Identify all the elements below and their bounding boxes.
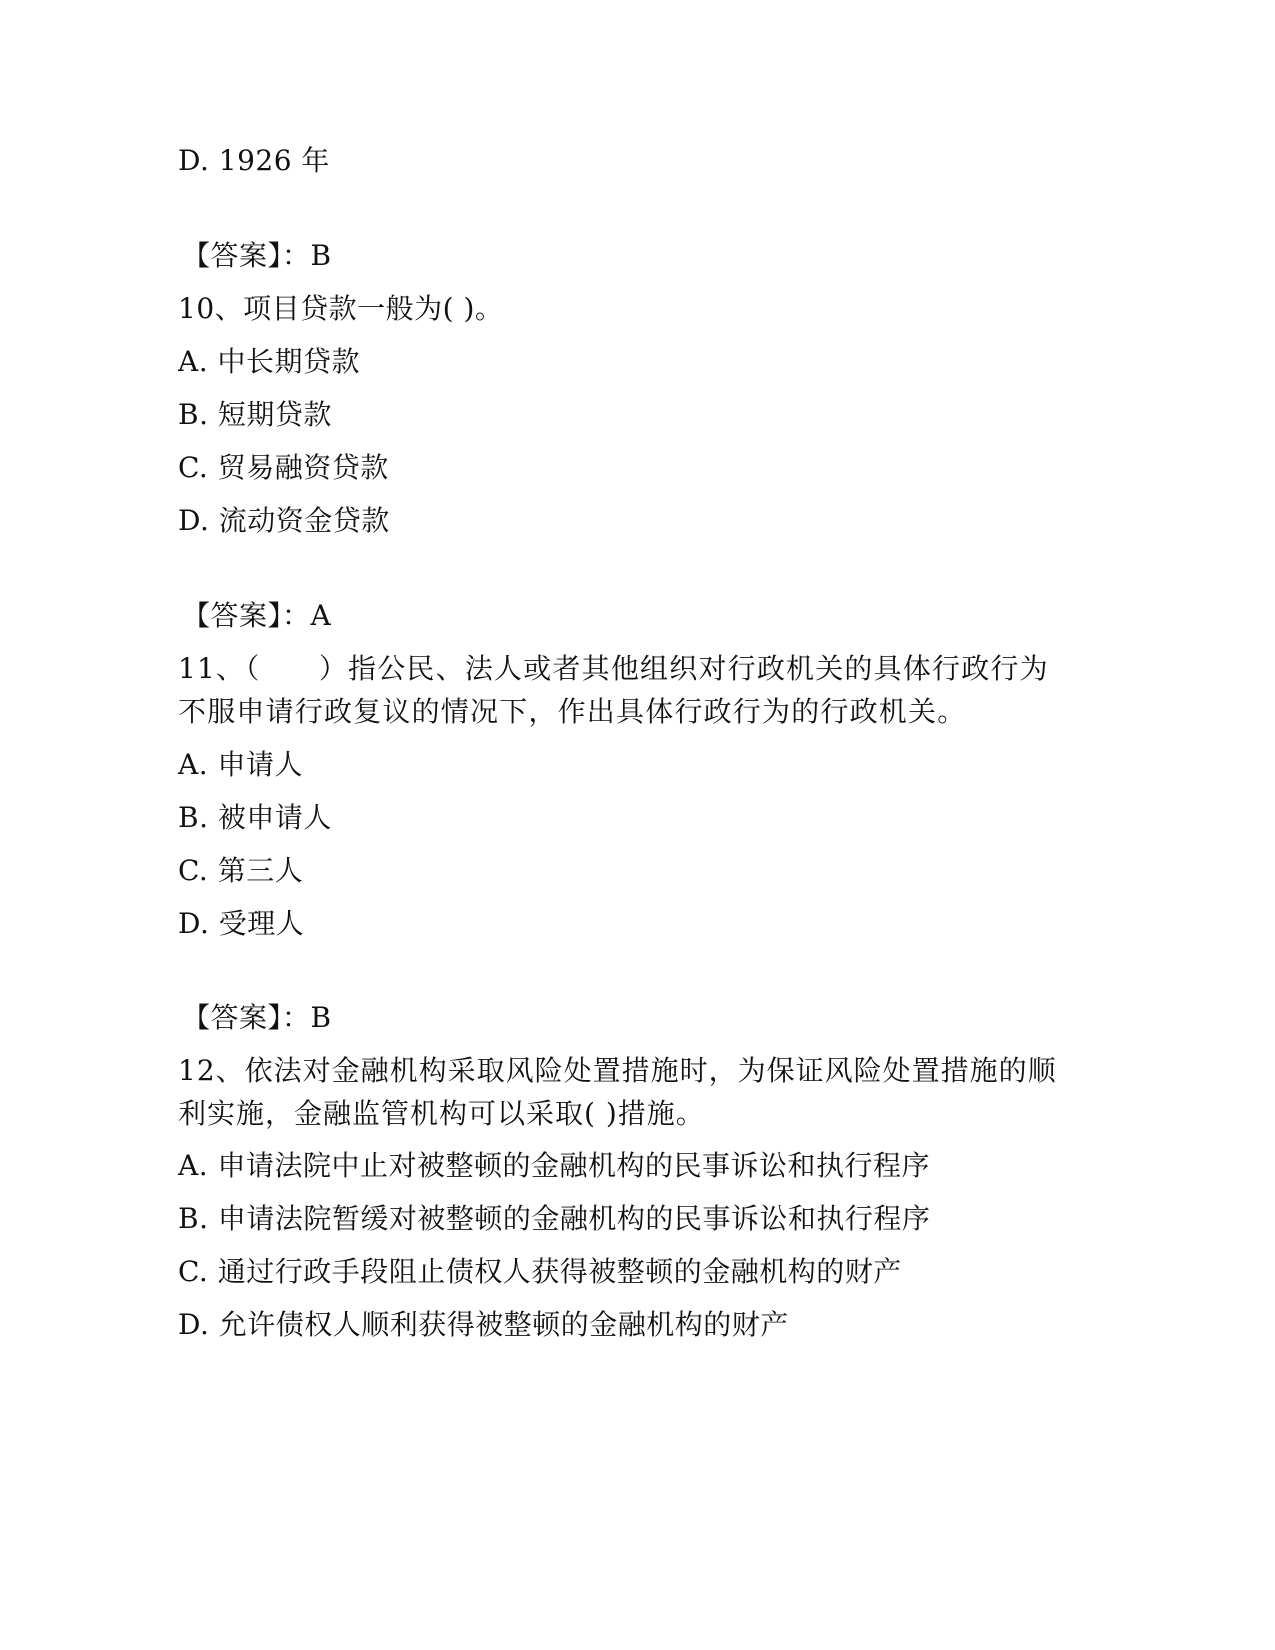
option-d-prev: D. 1926 年 <box>178 144 330 177</box>
question-12-option-c: C. 通过行政手段阻止债权人获得被整顿的金融机构的财产 <box>178 1255 902 1288</box>
question-10-option-b: B. 短期贷款 <box>178 398 332 431</box>
question-11-option-b: B. 被申请人 <box>178 801 332 834</box>
question-11-option-a: A. 申请人 <box>178 748 304 781</box>
question-12-stem-line-1: 12、依法对金融机构采取风险处置措施时，为保证风险处置措施的顺 <box>178 1054 1057 1087</box>
question-12-option-a: A. 申请法院中止对被整顿的金融机构的民事诉讼和执行程序 <box>178 1149 931 1182</box>
question-12-option-d: D. 允许债权人顺利获得被整顿的金融机构的财产 <box>178 1308 789 1341</box>
question-11-answer: 【答案】：B <box>182 1001 332 1034</box>
question-11-stem-line-1: 11、（ ）指公民、法人或者其他组织对行政机关的具体行政行为 <box>178 652 1049 685</box>
question-10-option-d: D. 流动资金贷款 <box>178 504 390 537</box>
question-11-option-d: D. 受理人 <box>178 907 305 940</box>
question-10-answer: 【答案】：A <box>182 599 332 632</box>
question-11-option-c: C. 第三人 <box>178 854 304 887</box>
answer-prev: 【答案】：B <box>182 239 332 272</box>
question-10-stem: 10、项目贷款一般为( )。 <box>178 292 504 325</box>
question-12-stem-line-2: 利实施，金融监管机构可以采取( )措施。 <box>178 1097 705 1130</box>
question-10-option-c: C. 贸易融资贷款 <box>178 451 389 484</box>
question-12-option-b: B. 申请法院暂缓对被整顿的金融机构的民事诉讼和执行程序 <box>178 1202 931 1235</box>
question-11-stem-line-2: 不服申请行政复议的情况下，作出具体行政行为的行政机关。 <box>178 695 967 728</box>
question-10-option-a: A. 中长期贷款 <box>178 345 361 378</box>
